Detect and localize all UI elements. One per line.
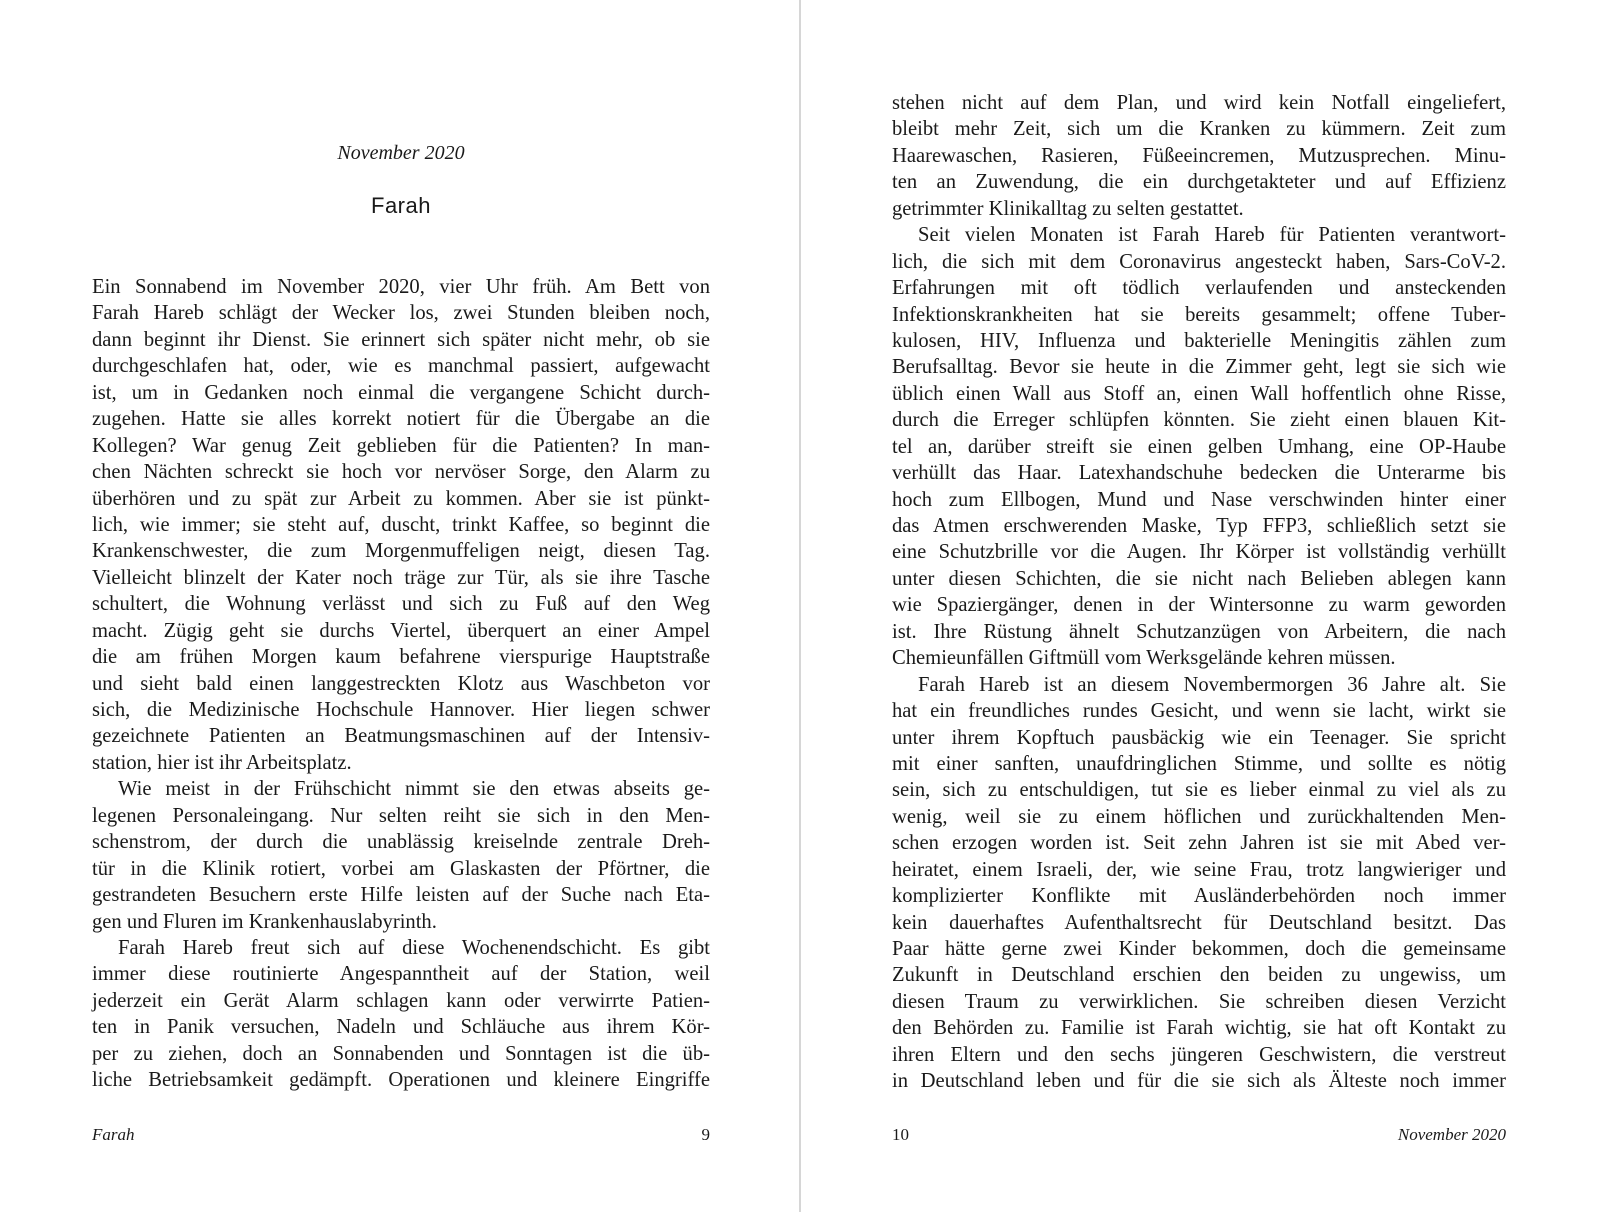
text-line: Vielleicht blinzelt der Kater noch träge zur Tür, als sie ihre Tasche (92, 566, 710, 589)
text-line: schenstrom, der durch die unablässig kreiselnde zentrale Dreh- (92, 831, 710, 854)
text-line: Erfahrungen mit oft tödlich verlaufenden und ansteckenden (892, 277, 1506, 300)
text-line: Krankenschwester, die zum Morgenmuffeligen neigt, diesen Tag. (92, 540, 710, 563)
text-line: hoch zum Ellbogen, Mund und Nase verschwinden hinter einer (892, 488, 1506, 511)
text-line: jederzeit ein Gerät Alarm schlagen kann oder verwirrte Patien- (92, 989, 710, 1012)
right-body-text (892, 90, 1506, 1095)
text-line: Farah Hareb ist an diesem Novembermorgen 36 Jahre alt. Sie (918, 673, 1506, 696)
text-line: sein, sich zu entschuldigen, tut sie es lieber einmal zu viel als zu (892, 779, 1506, 802)
text-line: chen Nächten schreckt sie hoch vor nervöser Sorge, den Alarm zu (92, 461, 710, 484)
text-line: schultert, die Wohnung verlässt und sich zu Fuß auf den Weg (92, 593, 710, 616)
left-body-text (92, 274, 710, 1094)
text-line: Farah Hareb schlägt der Wecker los, zwei Stunden bleiben noch, (92, 302, 710, 325)
text-line: kein dauerhaftes Aufenthaltsrecht für Deutschland besitzt. Das (892, 911, 1506, 934)
page-number: 10 (892, 1125, 909, 1144)
text-line: Haarewaschen, Rasieren, Füßeeincremen, Mutzusprechen. Minu- (892, 144, 1506, 167)
text-line: Seit vielen Monaten ist Farah Hareb für Patienten verantwort- (918, 224, 1506, 247)
text-line: Infektionskrankheiten hat sie bereits gesammelt; offene Tuber- (892, 303, 1506, 326)
text-line: Zukunft in Deutschland erschien den beiden zu ungewiss, um (892, 964, 1506, 987)
text-line: und sieht bald einen langgestreckten Klotz aus Waschbeton vor (92, 672, 710, 695)
text-line: immer diese routinierte Angespanntheit auf der Station, weil (92, 963, 710, 986)
text-line: getrimmter Klinikalltag zu selten gestattet. (892, 197, 1244, 220)
text-line: gestrandeten Besuchern erste Hilfe leisten auf der Suche nach Eta- (92, 884, 710, 907)
text-line: die am frühen Morgen kaum befahrene vierspurige Hauptstraße (92, 646, 710, 669)
text-line: in Deutschland leben und für die sie sich als Älteste noch immer (892, 1070, 1506, 1093)
text-line: station, hier ist ihr Arbeitsplatz. (92, 751, 352, 774)
text-line: gezeichnete Patienten an Beatmungsmaschinen auf der Intensiv- (92, 725, 710, 748)
text-line: das Atmen erschwerenden Maske, Typ FFP3, schließlich setzt sie (892, 515, 1506, 537)
text-line: ist, um in Gedanken noch einmal die vergangene Schicht durch- (92, 381, 710, 404)
text-line: ihren Eltern und den sechs jüngeren Geschwistern, die verstreut (892, 1043, 1506, 1066)
text-line: heiratet, einem Israeli, der, wie seine Frau, trotz langwieriger und (892, 858, 1506, 881)
text-line: eine Schutzbrille vor die Augen. Ihr Körper ist vollständig verhüllt (892, 541, 1506, 564)
text-line: durchgeschlafen hat, oder, wie es manchmal passiert, aufgewacht (92, 355, 710, 378)
chapter-date: November 2020 (337, 142, 465, 164)
text-line: macht. Zügig geht sie durchs Viertel, überquert an einer Ampel (92, 619, 710, 642)
text-line: schen erzogen worden ist. Seit zehn Jahren ist sie mit Abed ver- (892, 832, 1506, 855)
text-line: ten in Panik versuchen, Nadeln und Schläuche aus ihrem Kör- (92, 1016, 710, 1039)
text-line: komplizierter Konflikte mit Ausländerbehörden noch immer (892, 885, 1506, 908)
text-line: kulosen, HIV, Influenza und bakterielle Meningitis zählen zum (892, 329, 1506, 352)
text-line: überhören und zu spät zur Arbeit zu kommen. Aber sie ist pünkt- (92, 487, 710, 510)
text-line: gen und Fluren im Krankenhauslabyrinth. (92, 910, 437, 933)
text-line: liche Betriebsamkeit gedämpft. Operationen und kleinere Eingriffe (92, 1069, 710, 1092)
running-head: November 2020 (1397, 1125, 1506, 1144)
text-line: ist. Ihre Rüstung ähnelt Schutzanzügen von Arbeitern, die nach (892, 620, 1506, 643)
text-line: üblich einen Wall aus Stoff an, einen Wall hoffentlich ohne Risse, (892, 382, 1506, 405)
running-head: Farah (92, 1125, 135, 1144)
text-line: lich, die sich mit dem Coronavirus angesteckt haben, Sars-CoV-2. (892, 250, 1506, 273)
text-line: tel an, darüber streift sie einen gelben Umhang, eine OP-Haube (892, 435, 1506, 458)
text-line: Paar hätte gerne zwei Kinder bekommen, doch die gemeinsame (892, 938, 1506, 960)
text-line: Chemieunfällen Giftmüll vom Werksgelände kehren müssen. (892, 647, 1396, 670)
text-line: zugehen. Hatte sie alles korrekt notiert für die Übergabe an die (92, 408, 710, 431)
text-line: diesen Traum zu verwirklichen. Sie schreiben diesen Verzicht (892, 990, 1506, 1013)
text-line: bleibt mehr Zeit, sich um die Kranken zu kümmern. Zeit zum (892, 118, 1506, 141)
text-line: legenen Personaleingang. Nur selten reiht sie sich in den Men- (92, 804, 710, 827)
left-page (0, 0, 799, 1212)
text-line: wie Spaziergänger, denen in der Wintersonne zu warm geworden (892, 594, 1506, 617)
text-line: Ein Sonnabend im November 2020, vier Uhr früh. Am Bett von (92, 276, 710, 298)
text-line: per zu ziehen, doch an Sonnabenden und Sonntagen ist die üb- (92, 1042, 710, 1065)
text-line: durch die Erreger schlüpfen könnten. Sie zieht einen blauen Kit- (892, 409, 1506, 432)
text-line: wenig, weil sie zu einem höflichen und zurückhaltenden Men- (892, 805, 1506, 828)
text-line: mit einer sanften, unaufdringlichen Stimme, und sollte es nötig (892, 752, 1506, 775)
text-line: verhüllt das Haar. Latexhandschuhe bedecken die Unterarme bis (892, 462, 1506, 485)
text-line: stehen nicht auf dem Plan, und wird kein Notfall eingeliefert, (892, 92, 1506, 114)
text-line: Farah Hareb freut sich auf diese Wochenendschicht. Es gibt (118, 936, 710, 959)
text-line: sich, die Medizinische Hochschule Hannover. Hier liegen schwer (92, 699, 710, 721)
text-line: lich, wie immer; sie steht auf, duscht, trinkt Kaffee, so beginnt die (92, 513, 710, 536)
text-line: hat ein freundliches rundes Gesicht, und wenn sie lacht, wirkt sie (892, 700, 1506, 723)
text-line: ten an Zuwendung, die ein durchgetakteter und auf Effizienz (892, 171, 1506, 194)
right-page (801, 0, 1600, 1212)
text-line: Wie meist in der Frühschicht nimmt sie den etwas abseits ge- (118, 778, 710, 801)
text-line: Kollegen? War genug Zeit geblieben für die Patienten? In man- (92, 434, 710, 457)
text-line: den Behörden zu. Familie ist Farah wichtig, sie hat oft Kontakt zu (892, 1017, 1506, 1040)
text-line: tür in die Klinik rotiert, vorbei am Glaskasten der Pförtner, die (92, 857, 710, 880)
text-line: dann beginnt ihr Dienst. Sie erinnert sich später nicht mehr, ob sie (92, 328, 710, 351)
text-line: Berufsalltag. Bevor sie heute in die Zimmer geht, legt sie sich wie (892, 356, 1506, 379)
page-number: 9 (701, 1125, 710, 1144)
chapter-title: Farah (371, 193, 431, 218)
text-line: unter ihrem Kopftuch pausbäckig wie ein Teenager. Sie spricht (892, 726, 1506, 749)
text-line: unter diesen Schichten, die sie nicht nach Belieben ablegen kann (892, 567, 1506, 590)
